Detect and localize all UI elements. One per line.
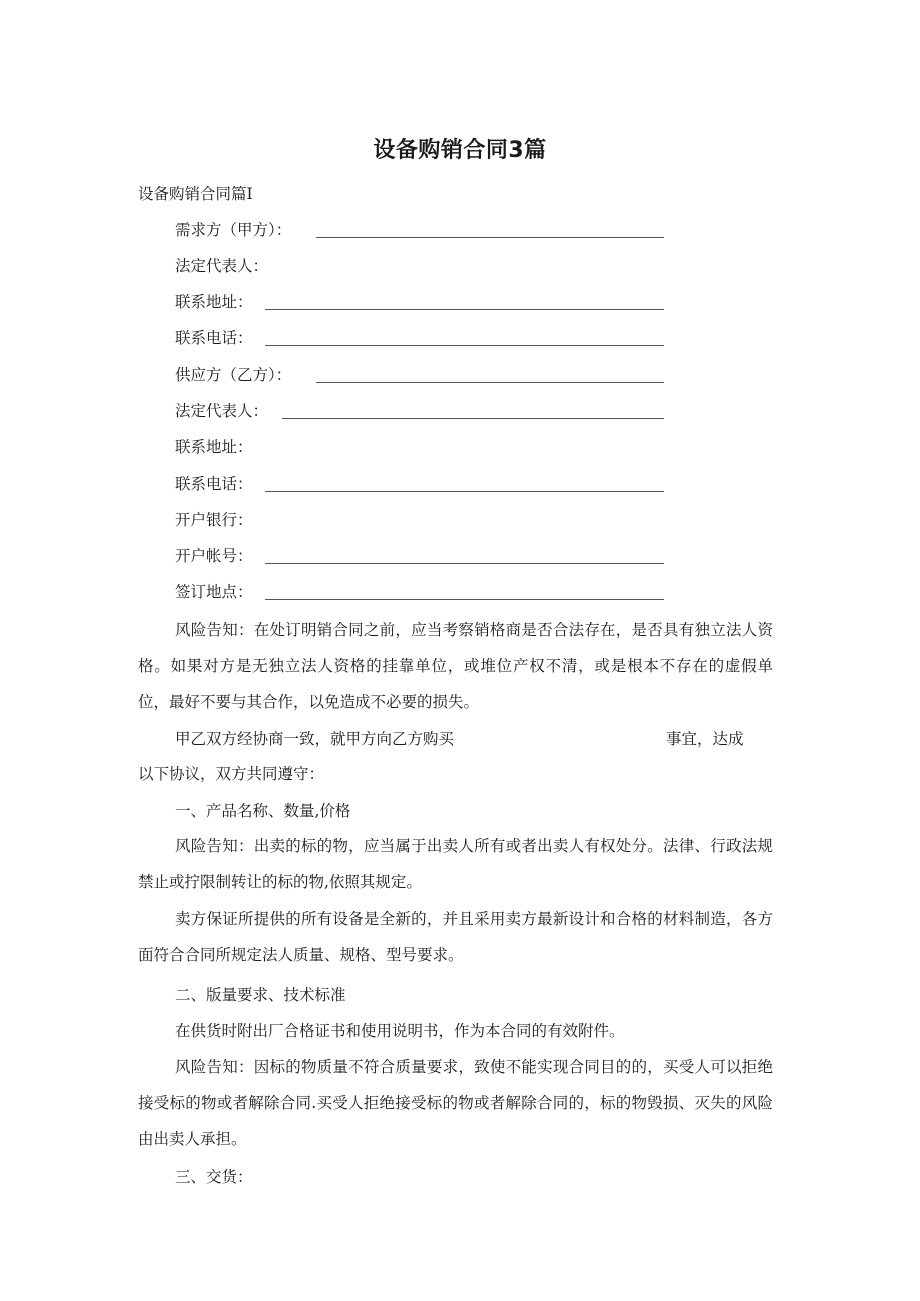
agreement-text-start: 甲乙双方经协商一致，就甲方向乙方购买	[175, 730, 455, 748]
field-buyer-address-line[interactable]	[265, 309, 664, 310]
section-1-heading: 一、产品名称、数量,价格	[175, 802, 351, 820]
agreement-text-end: 事宜，达成	[666, 730, 744, 748]
field-place-label: 签订地点：	[175, 583, 253, 601]
field-buyer-phone-label: 联系电话：	[175, 329, 253, 347]
section-3-heading: 三、交货：	[175, 1168, 253, 1186]
field-buyer-rep-label: 法定代表人：	[175, 257, 269, 275]
field-buyer-line[interactable]	[316, 237, 664, 238]
field-seller-address-label: 联系地址：	[175, 438, 253, 456]
field-buyer-phone-line[interactable]	[265, 345, 664, 346]
risk-notice-2: 风险告知：出卖的标的物，应当属于出卖人所有或者出卖人有权处分。法律、行政法规禁止或拧限制转让的标的物,依照其规定。	[138, 837, 773, 891]
seller-guarantee: 卖方保证所提供的所有设备是全新的，并且采用卖方最新设计和合格的材料制造，各方面符合合同所规定法人质量、规格、型号要求。	[138, 910, 773, 964]
field-bank-label: 开户银行：	[175, 511, 253, 529]
document-title: 设备购销合同3篇	[373, 138, 547, 163]
field-seller-label: 供应方（乙方）：	[175, 366, 292, 384]
agreement-text-cont: 以下协议，双方共同遵守：	[138, 765, 325, 783]
field-account-line[interactable]	[265, 563, 664, 564]
risk-notice-1: 风险告知：在处订明销合同之前，应当考察销格商是否合法存在，是否具有独立法人资格。如果对方是无独立法人资格的挂靠单位，或堆位产权不清，或是根本不存在的虚假单位，最好不要与其合作，以免造成不必要的损失。	[138, 621, 773, 711]
field-account-label: 开户帐号：	[175, 547, 253, 565]
field-seller-phone-label: 联系电话：	[175, 475, 253, 493]
field-seller-phone-line[interactable]	[265, 491, 664, 492]
field-seller-rep-line[interactable]	[282, 418, 664, 419]
risk-notice-3: 风险告知：因标的物质量不符合质量要求，致使不能实现合同目的的，买受人可以拒绝接受标的物或者解除合同.买受人拒绝接受标的物或者解除合同的，标的物毁损、灭失的风险由出卖人承担。	[138, 1058, 773, 1148]
field-buyer-label: 需求方（甲方）：	[175, 221, 292, 239]
field-seller-line[interactable]	[316, 382, 664, 383]
field-seller-rep-label: 法定代表人：	[175, 402, 269, 420]
field-place-line[interactable]	[265, 599, 664, 600]
section-2-heading: 二、版量要求、技术标准	[175, 986, 346, 1004]
document-subtitle: 设备购销合同篇I	[138, 185, 253, 203]
attachment-note: 在供货时附出厂合格证书和使用说明书，作为本合同的有效附件。	[175, 1022, 625, 1040]
field-buyer-address-label: 联系地址：	[175, 293, 253, 311]
